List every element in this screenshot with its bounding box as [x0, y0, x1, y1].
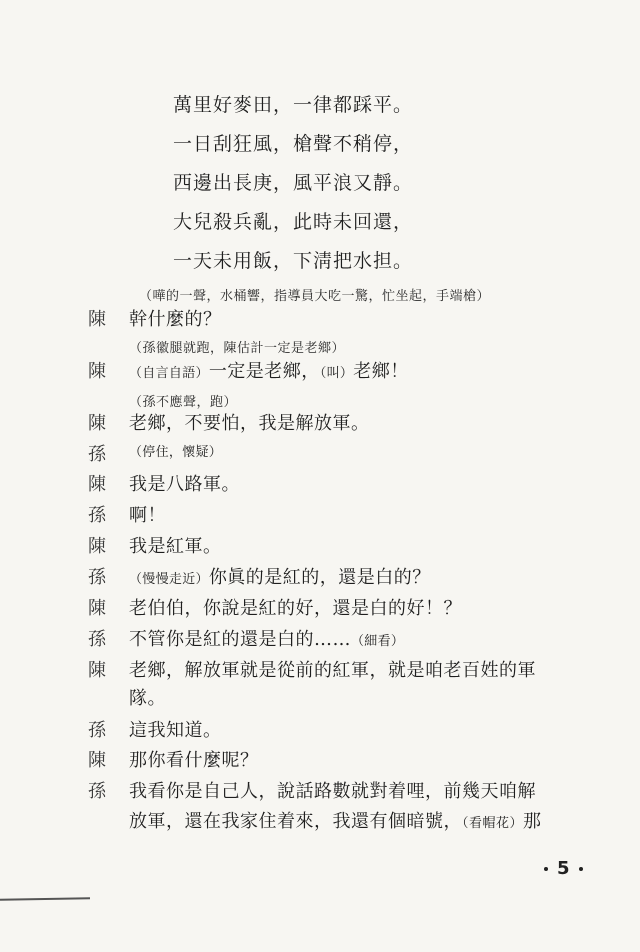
speaker-label: 孫 — [88, 505, 106, 526]
dialogue-line — [129, 625, 404, 651]
inline-stage-direction: （叫） — [319, 366, 354, 381]
scan-mark — [0, 897, 90, 901]
dialogue-line: 那你看什麼呢？ — [129, 750, 259, 771]
dialogue-line — [129, 357, 409, 383]
inline-stage-direction: （細看） — [351, 634, 405, 649]
speaker-label: 孫 — [88, 444, 106, 465]
dialogue-text: 一定是老鄉， — [208, 361, 320, 382]
dialogue-line: 我是八路軍。 — [129, 474, 240, 495]
bullet-dot-icon — [544, 867, 548, 871]
inline-stage-direction: （自言自語） — [129, 366, 209, 381]
dialogue-line — [129, 563, 431, 589]
dialogue-continuation — [129, 807, 542, 833]
speaker-label: 孫 — [88, 720, 106, 741]
dialogue-text: 放軍，還在我家住着來，我還有個暗號， — [129, 811, 462, 832]
speaker-label: 陳 — [88, 309, 106, 330]
dialogue-line: 老鄉，解放軍就是從前的紅軍，就是咱老百姓的軍 — [129, 660, 536, 681]
stage-direction: （嘩的一聲，水桶響，指導員大吃一驚，忙坐起，手端槍） — [139, 289, 491, 304]
dialogue-line: 我是紅軍。 — [129, 536, 222, 557]
dialogue-text: 那 — [523, 811, 542, 832]
dialogue-text: 不管你是紅的還是白的…… — [129, 629, 351, 650]
verse-line: 一日刮狂風，槍聲不稍停， — [173, 133, 414, 155]
stage-direction: （孫徽腿就跑，陳估計一定是老鄉） — [129, 341, 346, 356]
speaker-label: 陳 — [88, 536, 106, 557]
bullet-dot-icon — [579, 867, 583, 871]
dialogue-line: 幹什麼的？ — [129, 309, 222, 330]
dialogue-line: 我看你是自己人，說話路數就對着哩，前幾天咱解 — [129, 781, 536, 802]
dialogue-text: 你眞的是紅的，還是白的？ — [208, 567, 431, 588]
speaker-label: 陳 — [88, 660, 106, 681]
speaker-label: 陳 — [88, 361, 106, 382]
speaker-label: 陳 — [88, 474, 106, 495]
page-number-value: 5 — [557, 858, 570, 879]
speaker-label: 孫 — [88, 781, 106, 802]
dialogue-continuation: 隊。 — [129, 688, 166, 709]
inline-stage-direction: （停住，懷疑） — [129, 445, 223, 460]
dialogue-line: 老鄉，不要怕，我是解放軍。 — [129, 413, 370, 434]
dialogue-line — [129, 440, 222, 461]
speaker-label: 孫 — [88, 567, 106, 588]
speaker-label: 孫 — [88, 629, 106, 650]
verse-line: 萬里好麥田，一律都踩平。 — [173, 94, 414, 116]
stage-direction: （孫不應聲，跑） — [129, 395, 238, 410]
verse-line: 一天未用飯，下淸把水担。 — [173, 250, 414, 272]
speaker-label: 陳 — [88, 598, 106, 619]
verse-line: 大兒殺兵亂，此時未回還， — [173, 211, 414, 233]
inline-stage-direction: （慢慢走近） — [129, 572, 209, 587]
dialogue-text: 老鄉！ — [353, 361, 409, 382]
verse-line: 西邊出長庚，風平浪又靜。 — [173, 172, 414, 194]
inline-stage-direction: （看帽花） — [462, 816, 524, 831]
page-number — [535, 858, 592, 879]
dialogue-line: 老伯伯，你說是紅的好，還是白的好！？ — [129, 598, 462, 619]
speaker-label: 陳 — [88, 413, 106, 434]
speaker-label: 陳 — [88, 750, 106, 771]
dialogue-line: 啊！ — [129, 505, 166, 526]
dialogue-line: 這我知道。 — [129, 720, 222, 741]
